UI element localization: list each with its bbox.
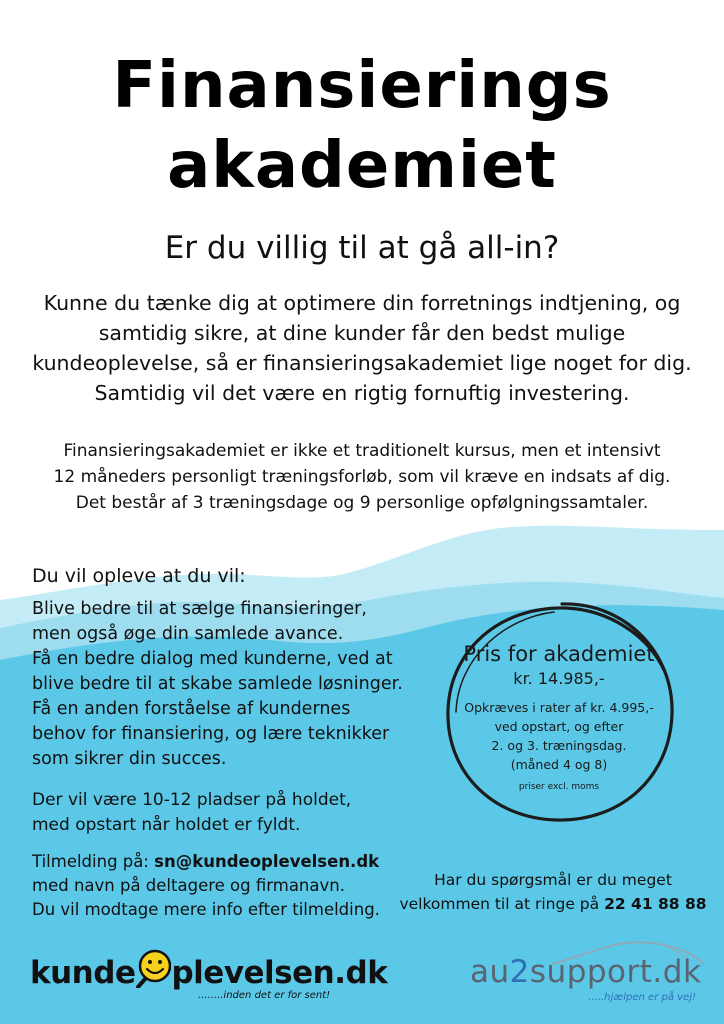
phone-number[interactable]: 22 41 88 88 (604, 895, 707, 913)
details-line: Det består af 3 træningsdage og 9 personlige opfølgningssamtaler. (75, 493, 649, 513)
price-heading: Pris for akademiet (463, 642, 655, 666)
benefit-line: Blive bedre til at sælge finansieringer, (32, 599, 367, 619)
intro-line: samtidig sikre, at dine kunder får den bedst mulige (98, 321, 626, 345)
signup-info (32, 850, 422, 922)
smiley-magnifier-icon (135, 948, 171, 988)
logo-right-word (470, 952, 701, 992)
logo-right-word-b: 2 (509, 954, 530, 990)
seats-line: Der vil være 10-12 pladser på holdet, (32, 790, 352, 810)
benefits-heading: Du vil opleve at du vil: (32, 565, 246, 587)
price-terms-line: (måned 4 og 8) (510, 757, 608, 772)
details-paragraph (20, 438, 704, 516)
page-title-line-1: Finansierings (112, 49, 612, 123)
page-title-line-2: akademiet (167, 129, 557, 203)
logo-left-tagline: ........inden det er for sent! (198, 990, 331, 1001)
kundeoplevelsen-logo (30, 948, 388, 1001)
contact-text: velkommen til at ringe på (399, 895, 605, 913)
benefit-line: men også øge din samlede avance. (32, 624, 344, 644)
signup-line: med navn på deltagere og firmanavn. (32, 876, 345, 895)
signup-line (32, 850, 422, 874)
seats-line: med opstart når holdet er fyldt. (32, 815, 301, 835)
benefit-line: behov for finansiering, og lære teknikker (32, 724, 390, 744)
benefits-list (32, 597, 412, 772)
contact-line (398, 892, 708, 916)
benefit-line: Få en anden forståelse af kundernes (32, 699, 351, 719)
details-line: Finansieringsakademiet er ikke et traditionelt kursus, men et intensivt (63, 441, 661, 461)
signup-prefix: Tilmelding på: (32, 852, 155, 871)
price-box (434, 640, 684, 794)
logo-left-word-b: plevelsen.dk (171, 955, 388, 991)
logo-right-word-a: au (470, 954, 510, 990)
logo-right-word-c: support.dk (529, 954, 702, 990)
signup-email-link[interactable]: sn@kundeoplevelsen.dk (154, 852, 380, 871)
contact-line: Har du spørgsmål er du meget (434, 871, 672, 889)
benefit-line: Få en bedre dialog med kunderne, ved at (32, 649, 393, 669)
benefit-line: blive bedre til at skabe samlede løsninger. (32, 674, 403, 694)
benefit-line: som sikrer din succes. (32, 749, 227, 769)
intro-line: kundeoplevelse, så er finansieringsakademiet lige noget for dig. (32, 351, 692, 375)
signup-line: Du vil modtage mere info efter tilmelding. (32, 900, 380, 919)
contact-info (398, 868, 708, 916)
price-terms (434, 698, 684, 774)
logo-left-word-a: kunde (30, 955, 136, 991)
intro-line: Samtidig vil det være en rigtig fornuftig investering. (94, 381, 630, 405)
intro-line: Kunne du tænke dig at optimere din forretnings indtjening, og (43, 291, 681, 315)
au2support-logo (470, 942, 710, 1012)
logo-right-tagline: .....hjælpen er på vej! (588, 992, 696, 1003)
price-terms-line: 2. og 3. træningsdag. (491, 738, 627, 753)
price-terms-line: ved opstart, og efter (494, 719, 624, 734)
intro-paragraph (30, 288, 694, 408)
price-amount: kr. 14.985,- (513, 669, 605, 688)
details-line: 12 måneders personligt træningsforløb, som vil kræve en indsats af dig. (53, 467, 671, 487)
seats-info (32, 788, 412, 838)
subtitle: Er du villig til at gå all-in? (164, 230, 560, 266)
price-terms-line: Opkræves i rater af kr. 4.995,- (464, 700, 654, 715)
price-note: priser excl. moms (518, 782, 600, 792)
